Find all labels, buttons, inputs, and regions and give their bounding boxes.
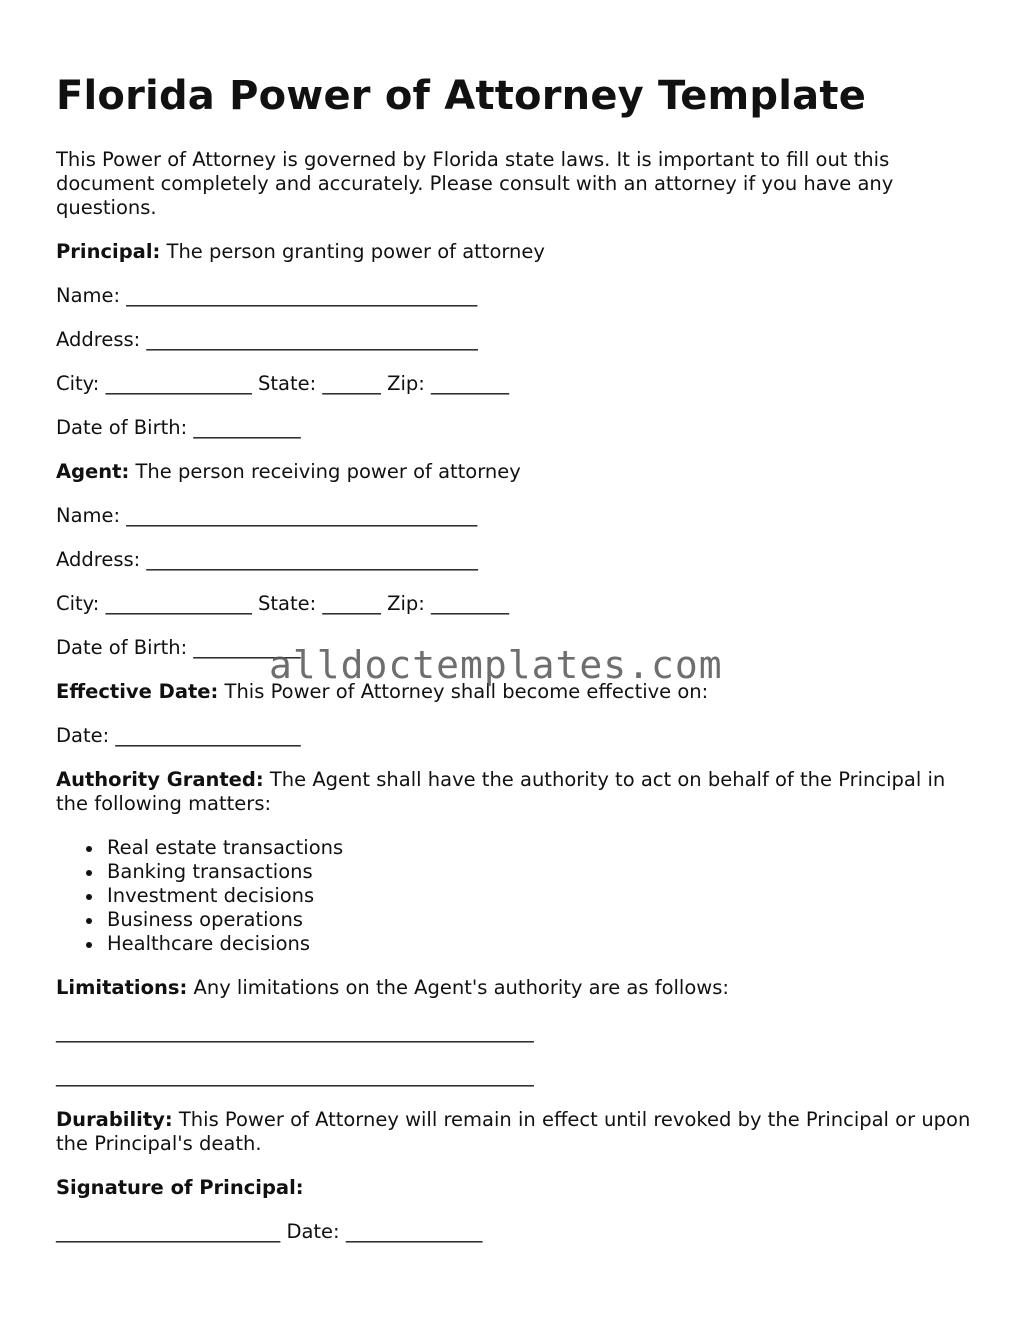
principal-dob-field: Date of Birth: ___________ [56,416,301,439]
agent-heading: Agent: [56,460,130,483]
authority-heading: Authority Granted: [56,768,264,791]
agent-description: The person receiving power of attorney [129,460,521,483]
limitations-blank-line-1: _________________________________________________ [56,1020,534,1043]
signature-heading-line [56,1176,304,1200]
effective-description: This Power of Attorney shall become effective on: [218,680,709,703]
agent-address-field: Address: __________________________________ [56,548,478,571]
agent-name-field: Name: ____________________________________ [56,504,478,527]
principal-name-field: Name: ____________________________________ [56,284,478,307]
durability-description: This Power of Attorney will remain in effect until revoked by the Principal or upon the Principal's death. [56,1108,971,1155]
agent-city-state-zip-field: City: _______________ State: ______ Zip: ________ [56,592,510,615]
watermark-text: alldoctemplates.com [269,643,723,687]
list-item: Banking transactions [107,860,343,884]
durability-heading: Durability: [56,1108,173,1131]
authority-description: The Agent shall have the authority to act on behalf of the Principal in the following matters: [56,768,946,815]
list-item: Business operations [107,908,343,932]
authority-paragraph [56,768,971,816]
agent-heading-line [56,460,521,484]
agent-dob-field: Date of Birth: ___________ [56,636,301,659]
effective-date-field: Date: ___________________ [56,724,301,747]
signature-heading: Signature of Principal: [56,1176,304,1199]
signature-date-line: _______________________ Date: ______________ [56,1220,483,1243]
principal-city-state-zip-field: City: _______________ State: ______ Zip: ________ [56,372,510,395]
list-item: Healthcare decisions [107,932,343,956]
list-item: Investment decisions [107,884,343,908]
effective-heading: Effective Date: [56,680,219,703]
principal-address-field: Address: __________________________________ [56,328,478,351]
intro-paragraph: This Power of Attorney is governed by Florida state laws. It is important to fill out this document completely and accurately. Please consult with an attorney if you have any questions. [56,148,894,219]
principal-description: The person granting power of attorney [160,240,545,263]
limitations-heading: Limitations: [56,976,188,999]
limitations-heading-line [56,976,729,1000]
limitations-description: Any limitations on the Agent's authority are as follows: [187,976,729,999]
principal-heading: Principal: [56,240,161,263]
list-item: Real estate transactions [107,836,344,859]
principal-heading-line [56,240,545,264]
limitations-blank-line-2: _________________________________________________ [56,1064,534,1087]
authority-list [56,836,343,956]
page-title: Florida Power of Attorney Template [56,73,867,119]
durability-paragraph [56,1108,971,1156]
